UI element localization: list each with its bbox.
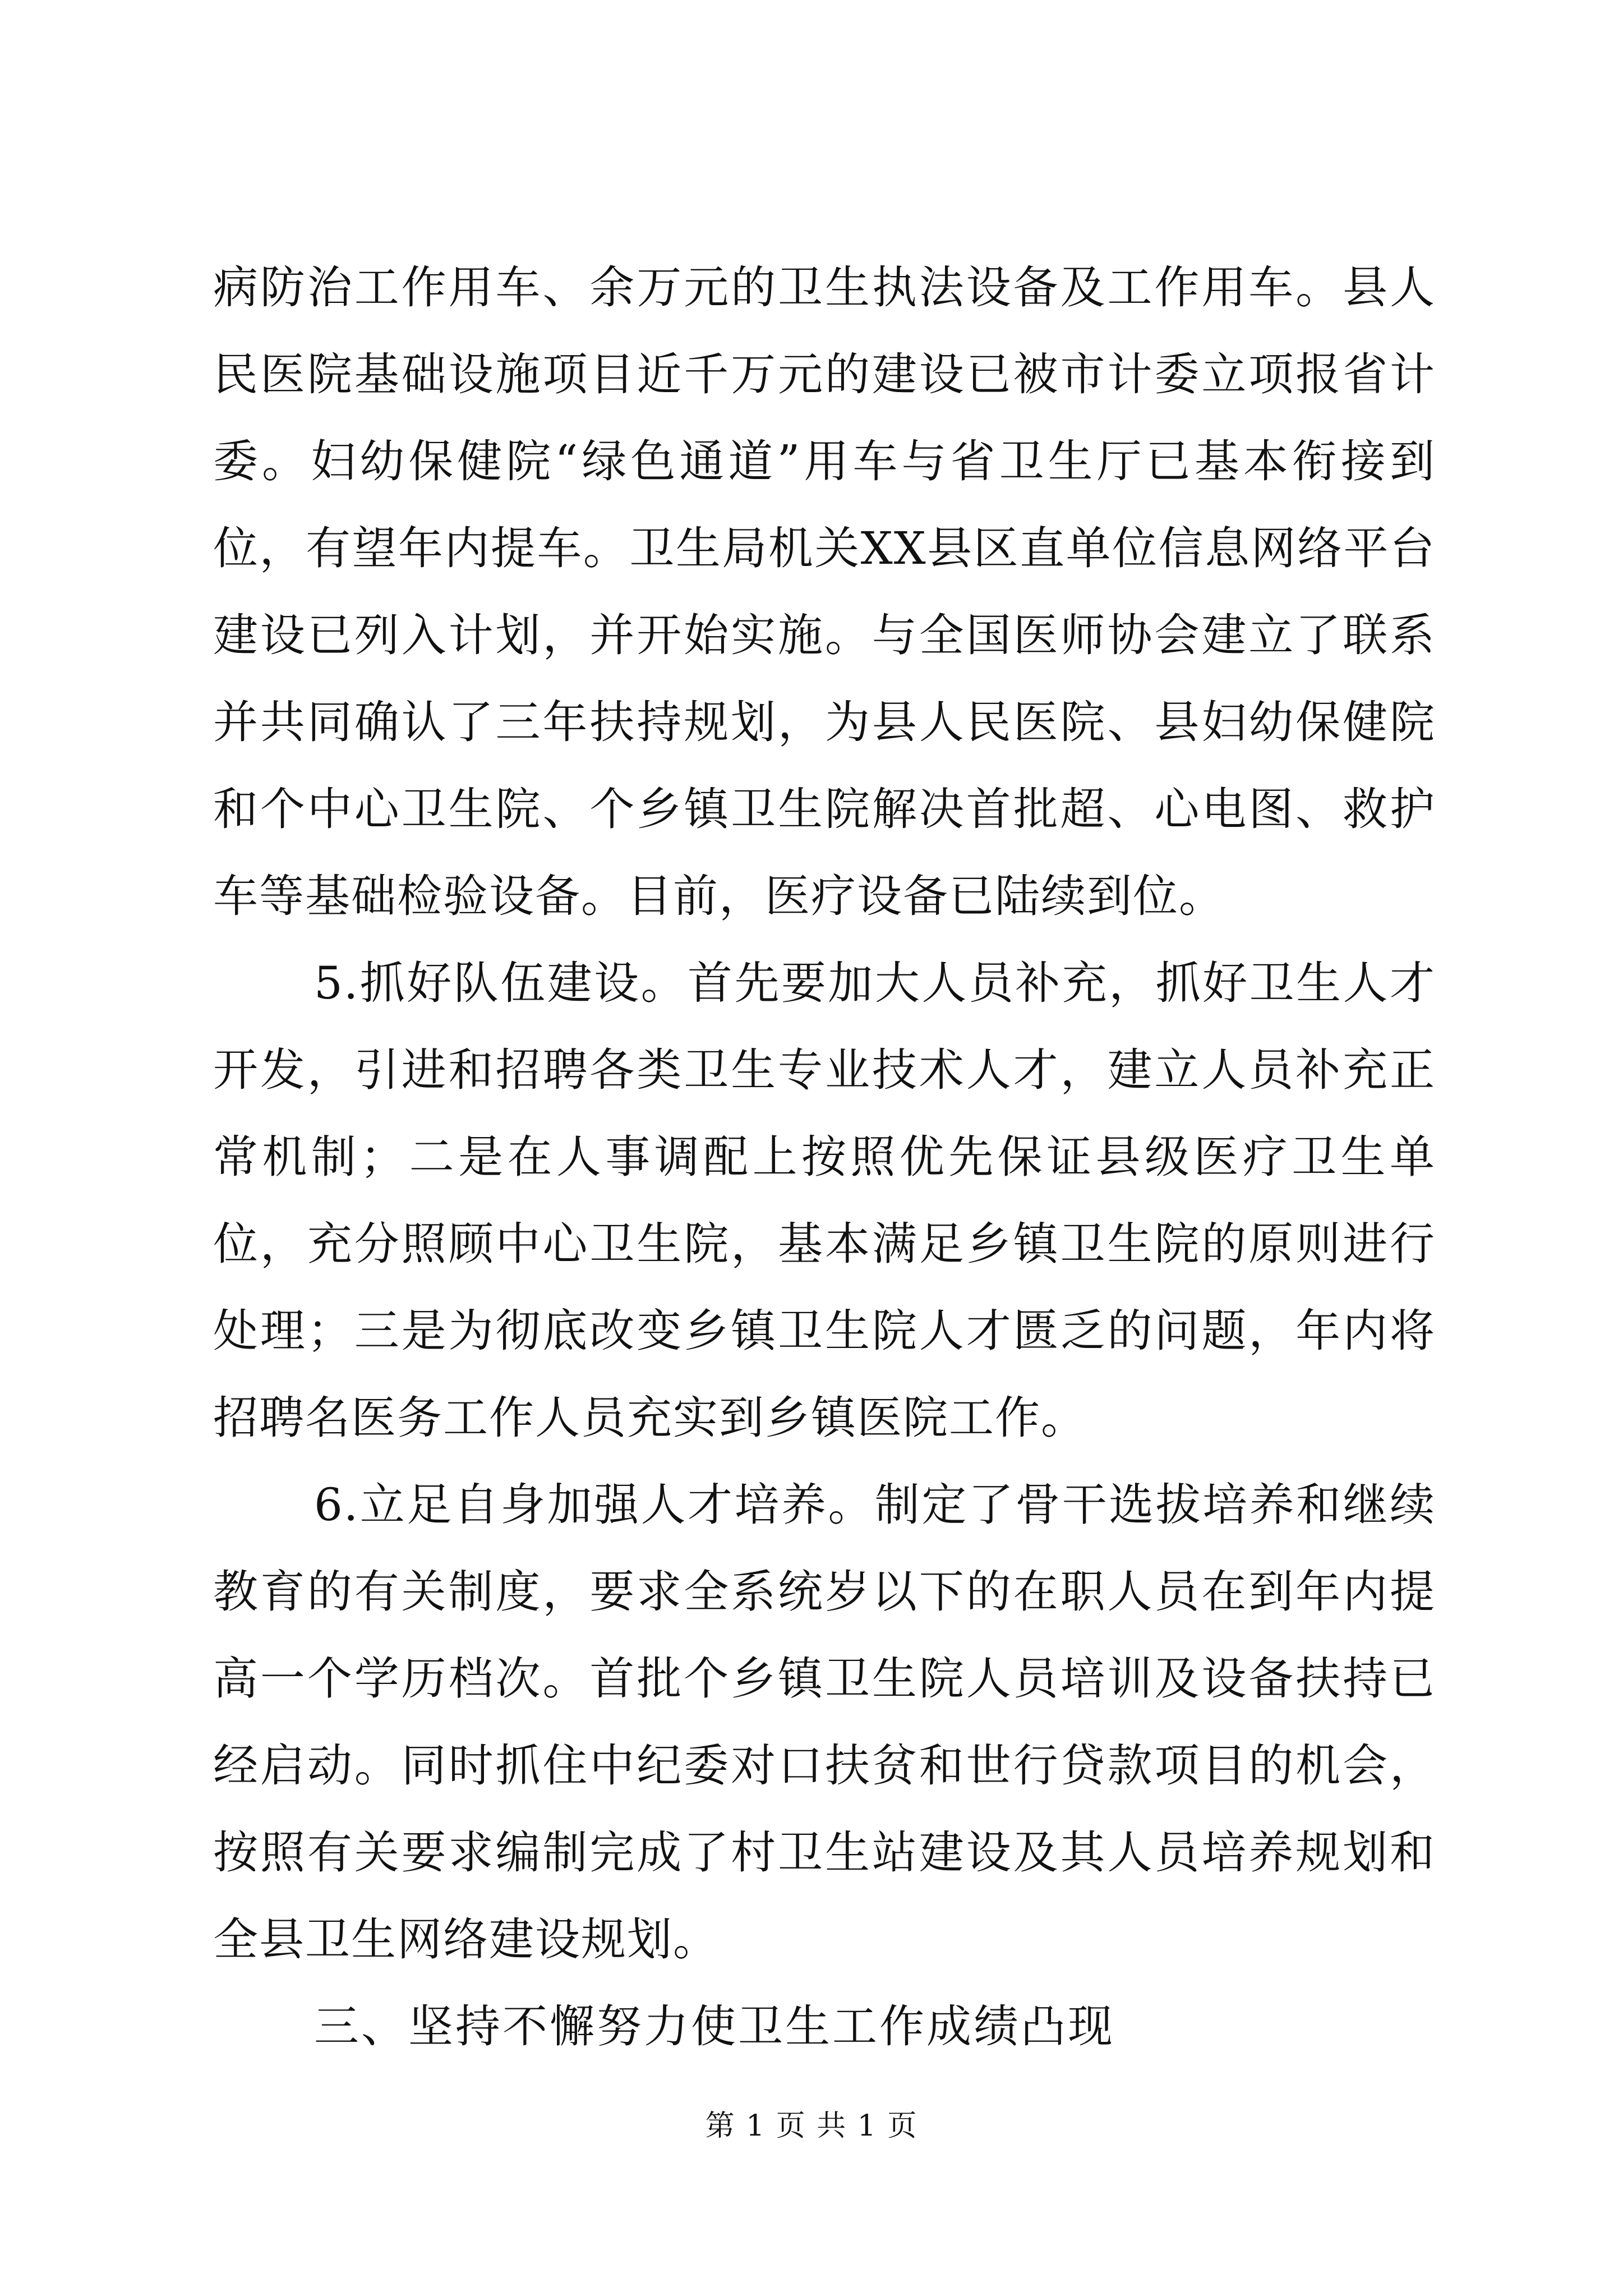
paragraph-continuation: 病防治工作用车、余万元的卫生执法设备及工作用车。县人民医院基础设施项目近千万元的建设已被市计委立项报省计委。妇幼保健院“绿色通道”用车与省卫生厅已基本衔接到位，有望年内提车。卫生局机关XX县区直单位信息网络平台建设已列入计划，并开始实施。与全国医师协会建立了联系并共同确认了三年扶持规划，为县人民医院、县妇幼保健院和个中心卫生院、个乡镇卫生院解决首批超、心电图、救护车等基础检验设备。目前，医疗设备已陆续到位。 bbox=[213, 261, 1436, 922]
document-body bbox=[213, 244, 1436, 2070]
page-footer: 第 1 页 共 1 页 bbox=[705, 2109, 918, 2143]
paragraph-team-building: 5.抓好队伍建设。首先要加大人员补充，抓好卫生人才开发，引进和招聘各类卫生专业技术人才，建立人员补充正常机制；二是在人事调配上按照优先保证县级医疗卫生单位，充分照顾中心卫生院，基本满足乡镇卫生院的原则进行处理；三是为彻底改变乡镇卫生院人才匮乏的问题，年内将招聘名医务工作人员充实到乡镇医院工作。 bbox=[213, 957, 1436, 1444]
paragraph-talent-training: 6.立足自身加强人才培养。制定了骨干选拔培养和继续教育的有关制度，要求全系统岁以下的在职人员在到年内提高一个学历档次。首批个乡镇卫生院人员培训及设备扶持已经启动。同时抓住中纪委对口扶贫和世行贷款项目的机会，按照有关要求编制完成了村卫生站建设及其人员培养规划和全县卫生网络建设规划。 bbox=[213, 1479, 1436, 1966]
section-heading: 三、坚持不懈努力使卫生工作成绩凸现 bbox=[314, 2000, 1115, 2053]
